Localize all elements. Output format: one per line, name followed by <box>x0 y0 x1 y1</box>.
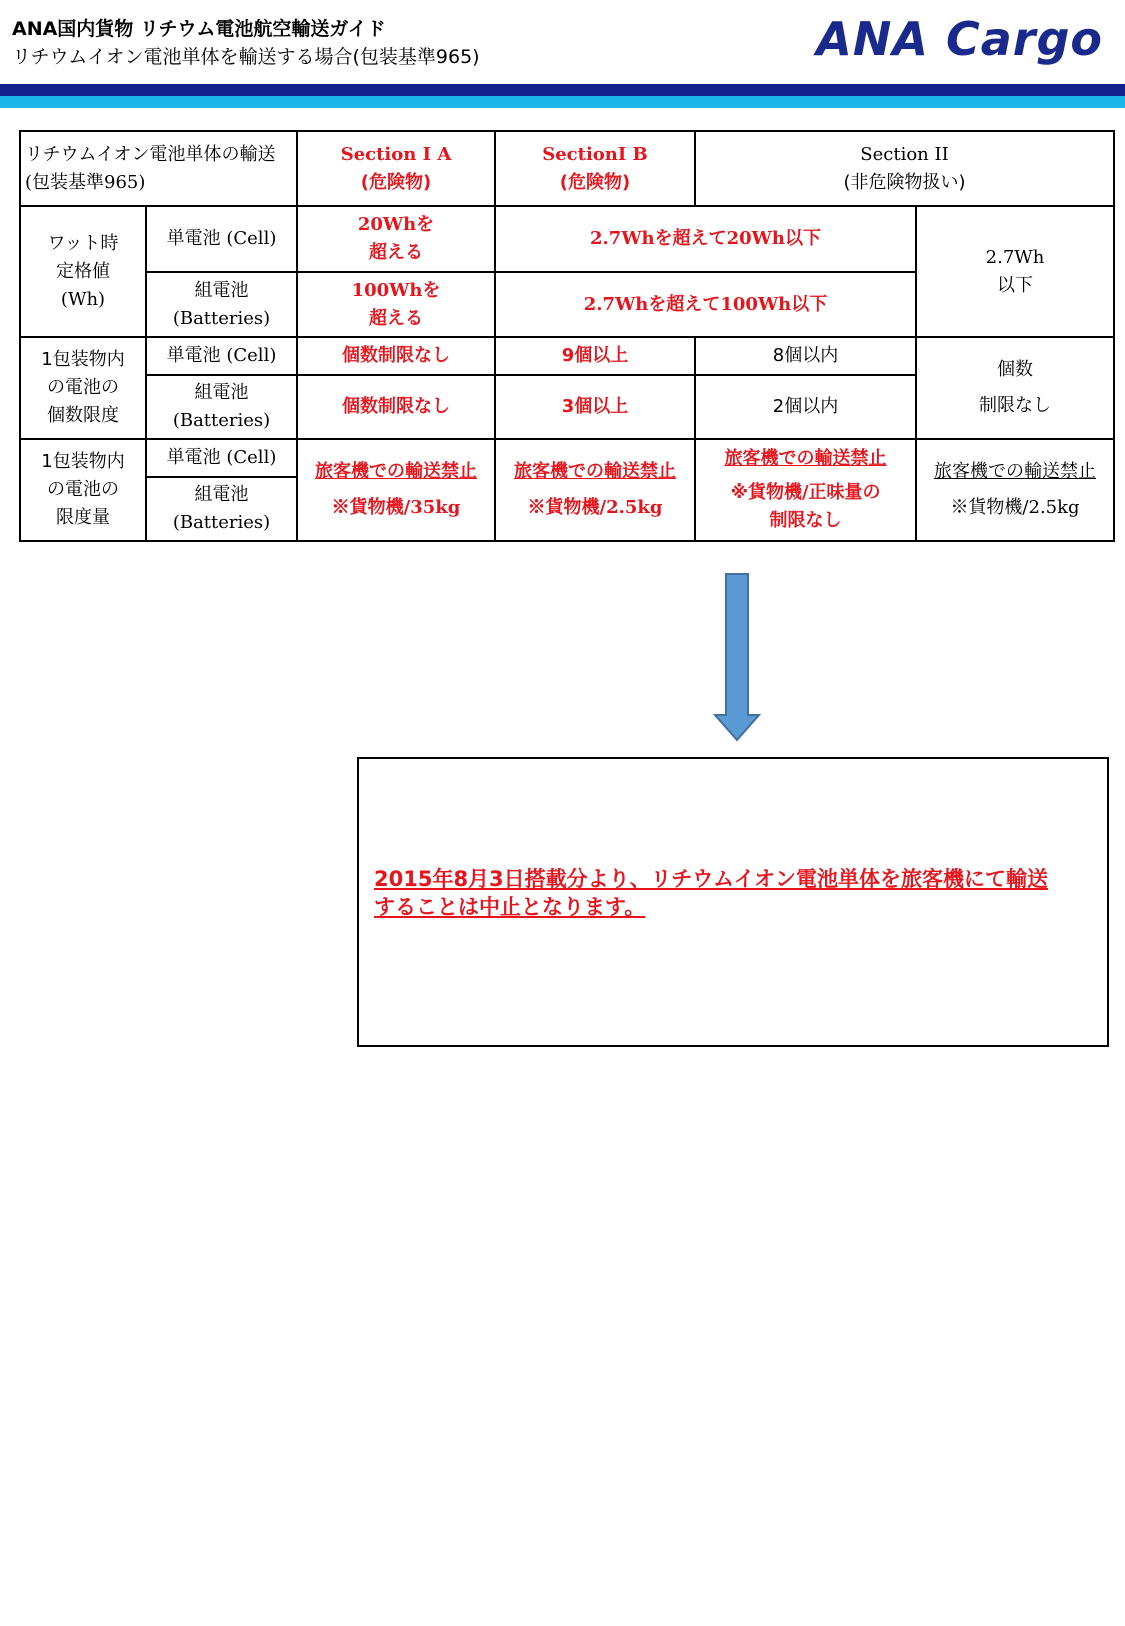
note-text: ※貨物機/2.5kg <box>527 497 663 518</box>
table-row-watt-cell <box>20 206 1114 272</box>
limit-section2 <box>916 439 1114 541</box>
down-arrow-icon <box>712 572 762 742</box>
sub-label-cell: 単電池 (Cell) <box>146 206 297 272</box>
col-name: Section II <box>860 143 949 165</box>
table-row-limit-cell <box>20 439 1114 477</box>
label-line: 個数限度 <box>47 405 119 426</box>
header-band-cyan <box>0 96 1125 108</box>
value-line: 20Whを <box>357 214 435 235</box>
document-title: ANA国内貨物 リチウム電池航空輸送ガイド <box>12 18 386 40</box>
label-line: の電池の <box>47 479 119 500</box>
col-sub: (危険物) <box>559 171 631 193</box>
watt-cell-span: 2.7Whを超えて20Wh以下 <box>495 206 916 272</box>
value-line: 以下 <box>997 274 1033 296</box>
count-battery-1b: 3個以上 <box>495 375 695 439</box>
label-line: 1包装物内 <box>41 451 125 472</box>
note-text: 制限なし <box>769 510 842 531</box>
value-line: 2.7Wh <box>985 246 1045 268</box>
value-line: 超える <box>369 242 423 263</box>
note-text: ※貨物機/35kg <box>331 497 461 518</box>
count-cell-2a: 8個以内 <box>695 337 916 375</box>
corner-cell <box>20 131 297 206</box>
notice-line: することは中止となります。 <box>374 895 646 919</box>
ana-cargo-logo: ANA Cargo <box>816 12 1103 66</box>
row-label-limit <box>20 439 146 541</box>
label-line: 組電池 <box>194 382 249 403</box>
value-line: 超える <box>369 307 423 329</box>
count-battery-1a: 個数制限なし <box>297 375 495 439</box>
document-subtitle: リチウムイオン電池単体を輸送する場合(包装基準965) <box>12 46 480 68</box>
value-line: 100Whを <box>351 279 441 301</box>
limit-1b <box>495 439 695 541</box>
corner-line1: リチウムイオン電池単体の輸送 <box>25 143 276 165</box>
count-cell-1a: 個数制限なし <box>297 337 495 375</box>
label-line: ワット時 <box>47 232 119 254</box>
label-line: (Batteries) <box>172 410 271 431</box>
label-line: (Batteries) <box>172 307 271 329</box>
label-line: 組電池 <box>194 484 249 505</box>
label-line: (Wh) <box>60 288 106 310</box>
limit-2a <box>695 439 916 541</box>
watt-battery-span: 2.7Whを超えて100Wh以下 <box>495 272 916 337</box>
row-label-count <box>20 337 146 439</box>
col-header-section-1b <box>495 131 695 206</box>
notice-line: 2015年8月3日搭載分より、リチウムイオン電池単体を旅客機にて輸送 <box>374 867 1048 891</box>
value-line: 個数 <box>997 359 1033 380</box>
ban-text: 旅客機での輸送禁止 <box>724 448 887 469</box>
sub-label-battery <box>146 477 297 541</box>
corner-line2: (包装基準965) <box>25 171 146 193</box>
col-header-section-2 <box>695 131 1114 206</box>
sub-label-cell: 単電池 (Cell) <box>146 337 297 375</box>
count-section2 <box>916 337 1114 439</box>
label-line: 限度量 <box>56 507 110 528</box>
note-text: ※貨物機/正味量の <box>730 482 881 503</box>
count-cell-1b: 9個以上 <box>495 337 695 375</box>
label-line: 1包装物内 <box>41 349 125 370</box>
col-sub: (非危険物扱い) <box>843 171 966 193</box>
watt-section2 <box>916 206 1114 337</box>
sub-label-battery <box>146 272 297 337</box>
notice-box <box>357 757 1109 1047</box>
ban-text: 旅客機での輸送禁止 <box>514 461 676 482</box>
row-label-watt <box>20 206 146 337</box>
col-name: Section I A <box>340 143 452 165</box>
col-name: SectionI B <box>542 143 648 165</box>
label-line: 組電池 <box>194 279 249 301</box>
col-sub: (危険物) <box>360 171 432 193</box>
count-battery-2a: 2個以内 <box>695 375 916 439</box>
table-row-count-cell <box>20 337 1114 375</box>
battery-transport-table <box>19 130 1115 542</box>
value-line: 制限なし <box>979 395 1051 416</box>
label-line: 定格値 <box>56 260 110 282</box>
limit-1a <box>297 439 495 541</box>
table-header-row <box>20 131 1114 206</box>
watt-cell-1a <box>297 206 495 272</box>
notice-text <box>374 865 1074 921</box>
sub-label-cell: 単電池 (Cell) <box>146 439 297 477</box>
label-line: (Batteries) <box>172 512 271 533</box>
label-line: の電池の <box>47 377 119 398</box>
ban-text: 旅客機での輸送禁止 <box>315 461 477 482</box>
watt-battery-1a <box>297 272 495 337</box>
ban-text: 旅客機での輸送禁止 <box>934 461 1096 482</box>
col-header-section-1a <box>297 131 495 206</box>
note-text: ※貨物機/2.5kg <box>950 497 1080 518</box>
sub-label-battery <box>146 375 297 439</box>
header-band-navy <box>0 84 1125 96</box>
